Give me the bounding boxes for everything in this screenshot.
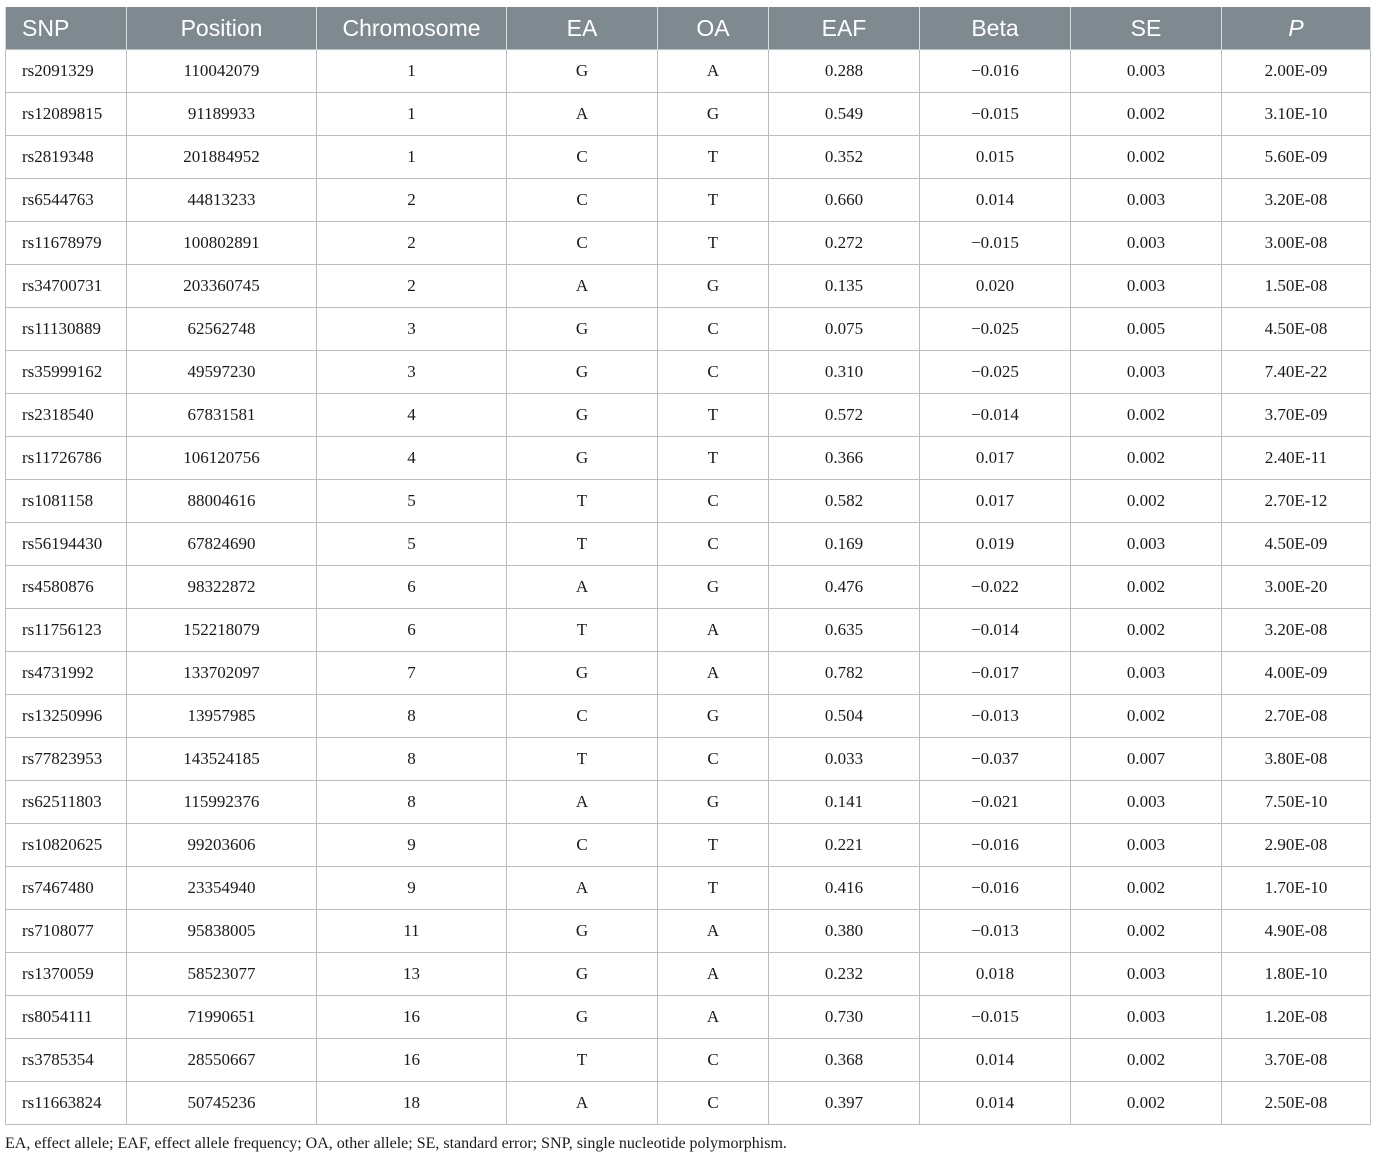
cell-oa: C [658,480,769,523]
cell-beta: −0.013 [920,910,1071,953]
cell-position: 62562748 [127,308,317,351]
cell-oa: T [658,179,769,222]
cell-snp: rs34700731 [6,265,127,308]
cell-chromosome: 4 [317,437,507,480]
cell-eaf: 0.782 [769,652,920,695]
cell-se: 0.002 [1071,867,1222,910]
cell-beta: 0.019 [920,523,1071,566]
cell-chromosome: 2 [317,265,507,308]
cell-position: 91189933 [127,93,317,136]
cell-se: 0.002 [1071,1039,1222,1082]
cell-beta: 0.014 [920,1082,1071,1125]
cell-se: 0.002 [1071,609,1222,652]
cell-chromosome: 16 [317,996,507,1039]
cell-p: 3.00E-20 [1222,566,1371,609]
cell-position: 71990651 [127,996,317,1039]
cell-chromosome: 1 [317,136,507,179]
cell-position: 143524185 [127,738,317,781]
cell-snp: rs2091329 [6,50,127,93]
cell-p: 3.10E-10 [1222,93,1371,136]
cell-beta: 0.017 [920,437,1071,480]
cell-eaf: 0.232 [769,953,920,996]
cell-beta: −0.016 [920,824,1071,867]
cell-se: 0.003 [1071,996,1222,1039]
cell-p: 4.90E-08 [1222,910,1371,953]
cell-oa: G [658,93,769,136]
cell-eaf: 0.730 [769,996,920,1039]
cell-eaf: 0.549 [769,93,920,136]
cell-se: 0.003 [1071,351,1222,394]
cell-chromosome: 1 [317,93,507,136]
cell-p: 3.70E-08 [1222,1039,1371,1082]
cell-oa: C [658,738,769,781]
cell-eaf: 0.352 [769,136,920,179]
table-row [6,867,1371,910]
cell-p: 5.60E-09 [1222,136,1371,179]
cell-chromosome: 3 [317,351,507,394]
cell-ea: A [507,867,658,910]
table-row [6,1082,1371,1125]
cell-snp: rs11726786 [6,437,127,480]
cell-p: 7.40E-22 [1222,351,1371,394]
cell-se: 0.003 [1071,523,1222,566]
cell-ea: G [507,953,658,996]
cell-snp: rs11678979 [6,222,127,265]
column-header-position: Position [127,7,317,50]
table-row [6,179,1371,222]
cell-oa: A [658,910,769,953]
cell-eaf: 0.033 [769,738,920,781]
table-row [6,480,1371,523]
cell-chromosome: 6 [317,566,507,609]
cell-position: 44813233 [127,179,317,222]
cell-se: 0.005 [1071,308,1222,351]
cell-snp: rs12089815 [6,93,127,136]
cell-p: 3.80E-08 [1222,738,1371,781]
cell-chromosome: 9 [317,867,507,910]
snp-table [5,7,1371,1125]
cell-p: 2.50E-08 [1222,1082,1371,1125]
cell-position: 152218079 [127,609,317,652]
column-header-eaf: EAF [769,7,920,50]
cell-eaf: 0.504 [769,695,920,738]
cell-se: 0.002 [1071,480,1222,523]
cell-chromosome: 5 [317,523,507,566]
cell-chromosome: 11 [317,910,507,953]
cell-oa: T [658,824,769,867]
cell-position: 50745236 [127,1082,317,1125]
cell-ea: A [507,265,658,308]
cell-beta: −0.037 [920,738,1071,781]
table-row [6,308,1371,351]
cell-snp: rs4580876 [6,566,127,609]
cell-eaf: 0.221 [769,824,920,867]
cell-beta: 0.018 [920,953,1071,996]
column-header-se: SE [1071,7,1222,50]
table-row [6,437,1371,480]
cell-ea: T [507,523,658,566]
cell-beta: −0.016 [920,50,1071,93]
cell-se: 0.002 [1071,93,1222,136]
column-header-beta: Beta [920,7,1071,50]
cell-snp: rs11130889 [6,308,127,351]
cell-ea: C [507,824,658,867]
cell-beta: 0.020 [920,265,1071,308]
cell-eaf: 0.141 [769,781,920,824]
cell-position: 203360745 [127,265,317,308]
cell-se: 0.003 [1071,50,1222,93]
cell-snp: rs3785354 [6,1039,127,1082]
cell-position: 28550667 [127,1039,317,1082]
cell-oa: T [658,437,769,480]
table-row [6,609,1371,652]
cell-se: 0.003 [1071,781,1222,824]
cell-p: 3.20E-08 [1222,179,1371,222]
cell-ea: T [507,609,658,652]
cell-eaf: 0.635 [769,609,920,652]
cell-eaf: 0.135 [769,265,920,308]
cell-eaf: 0.397 [769,1082,920,1125]
cell-snp: rs8054111 [6,996,127,1039]
cell-snp: rs2819348 [6,136,127,179]
cell-position: 58523077 [127,953,317,996]
cell-snp: rs1081158 [6,480,127,523]
cell-oa: C [658,1082,769,1125]
table-row [6,523,1371,566]
cell-ea: G [507,652,658,695]
cell-beta: −0.017 [920,652,1071,695]
cell-eaf: 0.582 [769,480,920,523]
cell-beta: −0.016 [920,867,1071,910]
table-row [6,222,1371,265]
cell-oa: T [658,394,769,437]
cell-ea: A [507,781,658,824]
cell-position: 23354940 [127,867,317,910]
cell-p: 3.70E-09 [1222,394,1371,437]
cell-position: 133702097 [127,652,317,695]
table-row [6,824,1371,867]
cell-beta: −0.021 [920,781,1071,824]
cell-eaf: 0.476 [769,566,920,609]
cell-beta: −0.025 [920,351,1071,394]
cell-snp: rs13250996 [6,695,127,738]
cell-p: 1.20E-08 [1222,996,1371,1039]
cell-position: 67824690 [127,523,317,566]
table-row [6,781,1371,824]
cell-eaf: 0.288 [769,50,920,93]
table-row [6,695,1371,738]
cell-chromosome: 13 [317,953,507,996]
cell-p: 2.70E-12 [1222,480,1371,523]
cell-chromosome: 8 [317,695,507,738]
cell-beta: 0.017 [920,480,1071,523]
table-row [6,136,1371,179]
cell-position: 13957985 [127,695,317,738]
cell-oa: T [658,136,769,179]
cell-eaf: 0.075 [769,308,920,351]
cell-se: 0.002 [1071,394,1222,437]
cell-p: 2.40E-11 [1222,437,1371,480]
cell-ea: G [507,308,658,351]
cell-beta: 0.015 [920,136,1071,179]
cell-ea: C [507,179,658,222]
cell-chromosome: 3 [317,308,507,351]
cell-snp: rs77823953 [6,738,127,781]
cell-eaf: 0.368 [769,1039,920,1082]
cell-beta: −0.015 [920,222,1071,265]
cell-eaf: 0.169 [769,523,920,566]
cell-se: 0.002 [1071,1082,1222,1125]
cell-oa: G [658,265,769,308]
cell-oa: A [658,609,769,652]
cell-beta: −0.015 [920,996,1071,1039]
cell-se: 0.002 [1071,566,1222,609]
cell-oa: T [658,867,769,910]
cell-chromosome: 16 [317,1039,507,1082]
cell-beta: −0.022 [920,566,1071,609]
cell-se: 0.002 [1071,136,1222,179]
cell-oa: A [658,953,769,996]
cell-oa: A [658,652,769,695]
table-row [6,50,1371,93]
cell-ea: A [507,566,658,609]
cell-position: 201884952 [127,136,317,179]
cell-beta: −0.013 [920,695,1071,738]
cell-se: 0.003 [1071,824,1222,867]
cell-snp: rs7467480 [6,867,127,910]
cell-beta: 0.014 [920,1039,1071,1082]
table-row [6,910,1371,953]
cell-ea: G [507,996,658,1039]
cell-position: 100802891 [127,222,317,265]
cell-eaf: 0.366 [769,437,920,480]
cell-eaf: 0.380 [769,910,920,953]
cell-oa: G [658,781,769,824]
cell-p: 2.90E-08 [1222,824,1371,867]
cell-eaf: 0.572 [769,394,920,437]
cell-position: 49597230 [127,351,317,394]
cell-se: 0.003 [1071,265,1222,308]
cell-ea: T [507,1039,658,1082]
cell-snp: rs1370059 [6,953,127,996]
cell-eaf: 0.310 [769,351,920,394]
cell-snp: rs4731992 [6,652,127,695]
cell-chromosome: 8 [317,738,507,781]
cell-p: 7.50E-10 [1222,781,1371,824]
cell-oa: T [658,222,769,265]
table-row [6,738,1371,781]
cell-beta: −0.025 [920,308,1071,351]
cell-se: 0.007 [1071,738,1222,781]
cell-beta: −0.015 [920,93,1071,136]
cell-beta: −0.014 [920,394,1071,437]
table-body [6,50,1371,1125]
cell-snp: rs10820625 [6,824,127,867]
column-header-ea: EA [507,7,658,50]
table-row [6,566,1371,609]
cell-snp: rs7108077 [6,910,127,953]
cell-p: 4.50E-09 [1222,523,1371,566]
cell-position: 106120756 [127,437,317,480]
cell-p: 1.50E-08 [1222,265,1371,308]
cell-se: 0.003 [1071,652,1222,695]
column-header-chromosome: Chromosome [317,7,507,50]
table-row [6,1039,1371,1082]
cell-p: 3.00E-08 [1222,222,1371,265]
cell-position: 110042079 [127,50,317,93]
cell-chromosome: 2 [317,222,507,265]
cell-position: 115992376 [127,781,317,824]
cell-beta: −0.014 [920,609,1071,652]
cell-p: 3.20E-08 [1222,609,1371,652]
cell-se: 0.003 [1071,953,1222,996]
column-header-snp: SNP [6,7,127,50]
cell-eaf: 0.272 [769,222,920,265]
cell-se: 0.003 [1071,179,1222,222]
cell-snp: rs11756123 [6,609,127,652]
cell-chromosome: 7 [317,652,507,695]
cell-chromosome: 5 [317,480,507,523]
cell-p: 1.70E-10 [1222,867,1371,910]
cell-chromosome: 6 [317,609,507,652]
cell-snp: rs56194430 [6,523,127,566]
cell-oa: C [658,351,769,394]
cell-eaf: 0.416 [769,867,920,910]
cell-chromosome: 1 [317,50,507,93]
cell-snp: rs35999162 [6,351,127,394]
cell-snp: rs2318540 [6,394,127,437]
cell-chromosome: 2 [317,179,507,222]
column-header-p: P [1222,7,1371,50]
table-row [6,265,1371,308]
cell-ea: A [507,1082,658,1125]
cell-oa: G [658,566,769,609]
table-row [6,394,1371,437]
cell-beta: 0.014 [920,179,1071,222]
cell-ea: G [507,910,658,953]
table-row [6,953,1371,996]
cell-ea: C [507,695,658,738]
cell-ea: A [507,93,658,136]
cell-se: 0.002 [1071,437,1222,480]
cell-ea: G [507,351,658,394]
cell-position: 88004616 [127,480,317,523]
cell-p: 2.70E-08 [1222,695,1371,738]
cell-snp: rs11663824 [6,1082,127,1125]
cell-oa: C [658,523,769,566]
table-header-row [6,7,1371,50]
cell-p: 1.80E-10 [1222,953,1371,996]
cell-ea: G [507,394,658,437]
cell-chromosome: 8 [317,781,507,824]
cell-se: 0.002 [1071,695,1222,738]
cell-oa: C [658,308,769,351]
cell-oa: G [658,695,769,738]
table-footnote: EA, effect allele; EAF, effect allele frequency; OA, other allele; SE, standard error; SNP, single nucleotide polymorphism. [5,1135,787,1152]
cell-oa: A [658,50,769,93]
cell-chromosome: 18 [317,1082,507,1125]
cell-chromosome: 4 [317,394,507,437]
table-row [6,351,1371,394]
cell-snp: rs62511803 [6,781,127,824]
cell-eaf: 0.660 [769,179,920,222]
cell-ea: T [507,480,658,523]
cell-se: 0.003 [1071,222,1222,265]
cell-position: 98322872 [127,566,317,609]
column-header-oa: OA [658,7,769,50]
cell-position: 67831581 [127,394,317,437]
cell-chromosome: 9 [317,824,507,867]
table-row [6,93,1371,136]
cell-p: 2.00E-09 [1222,50,1371,93]
cell-p: 4.00E-09 [1222,652,1371,695]
cell-oa: A [658,996,769,1039]
cell-ea: T [507,738,658,781]
cell-position: 99203606 [127,824,317,867]
cell-oa: C [658,1039,769,1082]
cell-se: 0.002 [1071,910,1222,953]
cell-ea: G [507,437,658,480]
cell-ea: C [507,136,658,179]
cell-position: 95838005 [127,910,317,953]
cell-ea: G [507,50,658,93]
table-row [6,996,1371,1039]
cell-p: 4.50E-08 [1222,308,1371,351]
cell-snp: rs6544763 [6,179,127,222]
table-row [6,652,1371,695]
cell-ea: C [507,222,658,265]
